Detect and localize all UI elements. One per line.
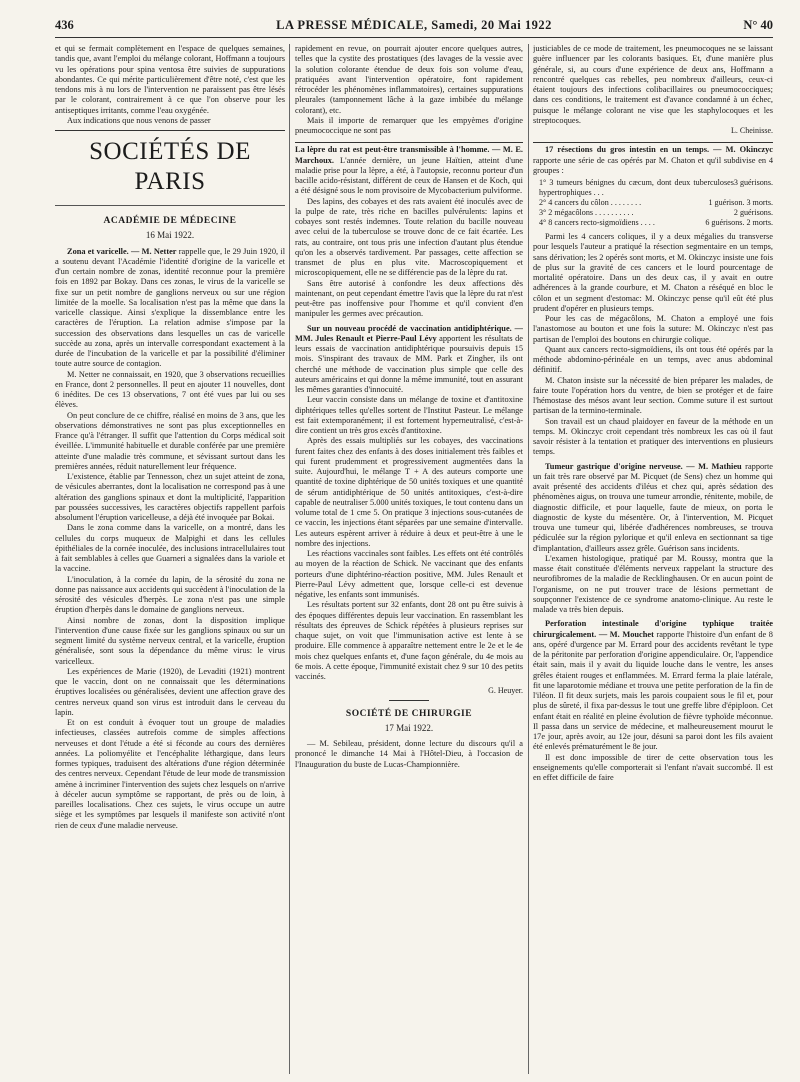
author-signature: G. Heuyer. bbox=[488, 686, 523, 696]
column-3 bbox=[533, 44, 773, 1074]
paragraph: Parmi les 4 cancers coliques, il y a deux mégalies du transverse pour lesquels l'auteur a pratiqué la résection segmentaire en un temps, sans dérivation; les 2 opérés sont morts, et M. Okinczyc insiste une fois de plus sur la gravité de ces cancers et le lourd pourcentage de mortalité opératoire. Dans un des deux cas, il y avait en outre adhérences à la grande courbure, et M. Chaton a réséqué en bloc le côlon et un segment d'estomac: M. Okinczyc pense qu'il eût été plus prudent d'opérer en plusieurs temps. bbox=[533, 232, 773, 313]
paragraph: Son travail est un chaud plaidoyer en faveur de la méthode en un temps. M. Okinczyc croit cependant très nombreux les cas où il faut savoir résister à la tentation et pratiquer des interventions en plusieurs temps. bbox=[533, 416, 773, 457]
paragraph: Mais il importe de remarquer que les empyèmes d'origine pneumococcique ne sont pas bbox=[295, 115, 523, 135]
journal-title: LA PRESSE MÉDICALE, Samedi, 20 Mai 1922 bbox=[276, 18, 552, 32]
paragraph: Quant aux cancers recto-sigmoïdiens, ils ont tous été opérés par la méthode abdomino-périnéale en un temps, avec anus abdominal définitif. bbox=[533, 344, 773, 375]
case-groups-list bbox=[533, 178, 773, 228]
paragraph: — M. Sebileau, président, donne lecture du discours qu'il a prononcé le dimanche 14 Mai à l'Hôtel-Dieu, à l'occasion de l'Inauguration du buste de Lucas-Championnière. bbox=[295, 739, 523, 769]
paragraph: Les expériences de Marie (1920), de Levaditi (1921) montrent que le vaccin, dont on ne connaissait que les déterminations éruptives localisées ou généralisées, devient une affection grave des centres nerveux quand son virus est introduit dans le cerveau du lapin. bbox=[55, 666, 285, 717]
section-rule bbox=[533, 142, 773, 143]
paragraph: Et on est conduit à évoquer tout un groupe de maladies infectieuses, classées autrefois comme de simples affections nerveuses et dont l'étude a été si féconde au cours des dernières années. La poliomyélite et l'encéphalite léthargique, dans leurs formes typiques, traduisent des altérations d'une région déterminée des centres nerveux. Cependant l'étude de leur mode de transmission amène à incriminer l'intervention des sujets chez lesquels on n'arrive à déceler aucun symptôme se rapportant, de près ou de loin, à pareilles localisations. Chez ces sujets, le virus occupe un autre siège et les symptômes par lesquels il manifeste son activité n'ont rien de ceux d'une maladie nerveuse. bbox=[55, 718, 285, 830]
session-date: 17 Mai 1922. bbox=[384, 722, 434, 733]
paragraph: M. Chaton insiste sur la nécessité de bien préparer les malades, de faire toute l'opération hors du ventre, de bien se protéger et de faire l'hémostase des mésos avant leur section. Comme suture il est surtout partisan de la termino-terminale. bbox=[533, 375, 773, 416]
column-divider bbox=[528, 44, 529, 1074]
article-title: La lèpre du rat est peut-être transmissible à l'homme. — M. E. Marchoux. bbox=[295, 145, 523, 165]
separator bbox=[389, 700, 429, 701]
paragraph: Sans être autorisé à confondre les deux affections dès maintenant, on peut cependant émettre l'avis que la lèpre du rat n'est peut-être pas inoffensive pour l'homme et qu'il convient d'en manipuler les germes avec précaution. bbox=[295, 278, 523, 319]
list-item: 3° 2 mégacôlons . . . . . . . . . . 2 guérisons. bbox=[539, 208, 773, 217]
section-title: SOCIÉTÉS DE PARIS bbox=[89, 138, 251, 195]
paragraph: justiciables de ce mode de traitement, les pneumocoques ne se laissant guère influencer par les colorants basiques. Et, d'une manière plus générale, si, au cours d'une expérience de deux ans, Hoffmann a rencontré quelques cas rebelles, peu nombreux d'ailleurs, ceux-ci étaient toujours des infections colibacillaires ou pneumococciques; dans ces conditions, le traitement est d'avance condamné à un échec, puisque le mélange colorant ne vise que les staphylocoques et les streptocoques. bbox=[533, 44, 773, 125]
paragraph: Dans le zona comme dans la varicelle, on a montré, dans les cellules du corps muqueux de Malpighi et dans les cellules épithéliales de la cornée inoculée, des inclusions intracellulaires tout à fait semblables à celles que Guarneri a signalées dans la variole et la vaccine. bbox=[55, 523, 285, 574]
paragraph: Après des essais multipliés sur les cobayes, des vaccinations furent faites chez des enfants à des doses initialement très faibles et qui furent prudemment et progressivement augmentées dans la suite. Aujourd'hui, le mélange T + A des auteurs comporte une quantité de toxine diphtérique de 50 unités toxiques et une quantité de sérum antidiphtérique de 50 unités antitoxiques, c'est-à-dire capable de neutraliser 5.000 unités toxiques, le tout contenu dans un volume total de 1 cme 5. On pratique 3 injections sous-cutanées de ce vaccin, les injections étant séparées par une semaine d'intervalle. Les auteurs espèrent arriver à réduire à deux et peut-être à une le nombre des injections. bbox=[295, 436, 523, 548]
paragraph: M. Netter ne connaissait, en 1920, que 3 observations recueillies en France, dont 2 personnelles. Il peut en ajouter 11 nouvelles, dont 6 inédites. De ces 13 observations, 7 ont été vues par lui ou ses élèves. bbox=[55, 369, 285, 410]
paragraph: Ainsi nombre de zonas, dont la disposition implique l'intervention d'une cause fixée sur les ganglions spinaux ou sur un segment limité du système nerveux central, et la varicelle, éruption généralisée, sont sous la dépendance du même virus: le virus varicelleux. bbox=[55, 615, 285, 666]
paragraph: apportent les résultats de leurs essais de vaccination antidiphtérique poursuivis depuis 15 mois. S'inspirant des travaux de MM. Park et Zingher, ils ont cherché une méthode de vaccination plus simple que celle des auteurs américains et qui donne la même immunité, tout en assurant les mêmes garanties d'innocuité. bbox=[295, 333, 523, 394]
paragraph: rappelle que, le 29 Juin 1920, il a soutenu devant l'Académie l'identité d'origine de la varicelle et d'un certain nombre de zonas, identité reconnue pour la première fois en 1892 par Bokay. Dans ces zonas, le virus de la varicelle se fixe sur un petit nombre de ganglions nerveux ou sur une région limitée de la moelle. Sa localisation n'est pas la même que dans la varicelle classique. Ainsi s'explique la dissemblance entre les caractères de l'éruption. La relation admise s'impose par la succession des observations dans lesquelles un cas de varicelle succède au zona, après un intervalle correspondant exactement à la durée de l'incubation de la varicelle et par la possibilité d'éliminer toute autre source de contagion. bbox=[55, 246, 285, 369]
paragraph: L'existence, établie par Tennesson, chez un sujet atteint de zona, de vésicules aberrantes, dont la localisation ne correspond pas à une altération des ganglions spinaux et dont la multiplicité, l'apparition par poussées successives, les caractères objectifs rappellent parfois absolument l'éruption varicelleuse, a déjà été invoquée par Bokai. bbox=[55, 472, 285, 522]
paragraph: rapporte l'histoire d'un enfant de 8 ans, opéré d'urgence par M. Errard pour des accidents revêtant le type de la péritonite par perforation d'origine appendiculaire. Or, l'appendice était sain, mais il y avait du liquide louche dans le ventre, les anses grêles étaient rouges et enflammées. M. Errard ferma la plaie latérale, fit une laparotomie médiane et trouva une petite perforation de la fin de l'iléon. Il fit deux surjets, mais les parois coupaient sous le fil et, pour plus de sûreté, il fixa par-dessus le tout une greffe libre d'épiploon. Cet enfant était en réalité en pleine évolution de fièvre typhoïde méconnue. Il passa dans un service de médecine, et malheureusement mourut le 17e jour, après avoir, au 12e jour, désuni sa paroi dont les fils avaient été enlevés prématurément le 8e jour. bbox=[533, 629, 773, 752]
page-number: 436 bbox=[55, 18, 74, 32]
paragraph: rapporte une série de cas opérés par M. Chaton et qu'il subdivise en 4 groupes : bbox=[533, 155, 773, 175]
page-header bbox=[55, 18, 773, 36]
article-title: Tumeur gastrique d'origine nerveuse. — M. Mathieu bbox=[545, 461, 742, 471]
column-2 bbox=[295, 44, 523, 1074]
paragraph: L'inoculation, à la cornée du lapin, de la sérosité du zona ne donne pas naissance aux accidents qui succèdent à l'inoculation de la sérosité des vésicules d'herpès. Le zona n'est pas une simple éruption d'herpès dans le domaine de ganglions nerveux. bbox=[55, 574, 285, 615]
paragraph: Il est donc impossible de tirer de cette observation tous les enseignements qu'elle comporterait si l'enfant n'avait succombé. Il est en effet difficile de faire bbox=[533, 752, 773, 782]
session-date: 16 Mai 1922. bbox=[145, 230, 195, 241]
paragraph: rapidement en revue, on pourrait ajouter encore quelques autres, telles que la cystite des prostatiques (des lavages de la vessie avec la solution colorante étendue de deux fois son volume d'eau, pratiquées avant l'intervention opératoire, font rapidement rétrocéder les phénomènes inflammatoires), certaines suppurations pleurales (tamponnement lâche à la gaze imbibée du mélange colorant), etc. bbox=[295, 44, 523, 115]
issue-number: N° 40 bbox=[743, 18, 773, 32]
article-title: Sur un nouveau procédé de vaccination antidiphtérique. — MM. Jules Renault et Pierre-Paul Lévy bbox=[295, 323, 523, 343]
paragraph: L'année dernière, un jeune Haïtien, atteint d'une maladie prise pour la lèpre, a été, à l'autopsie, reconnu porteur d'un bacille acido-résistant, différent de ceux de Hansen et de Koch, qui a été désigné sous le nom provisoire de Mycobacterium pulviforme. bbox=[295, 155, 523, 196]
author-signature: L. Cheinisse. bbox=[731, 126, 773, 135]
paragraph: et qui se fermait complètement en l'espace de quelques semaines, tandis que, avant l'emploi du mélange colorant, Hoffmann a toujours vu les opérations pour spina ventosa être suivies de suppurations abondantes. Ce qui mérite particulièrement d'être noté, c'est que les tendons mis à nu lors de l'intervention ne paraissent pas être lésés par le colorant, contrairement à ce que l'on observe pour les antiseptiques irritants, comme l'eau oxygénée. bbox=[55, 44, 285, 115]
paragraph: L'examen histologique, pratiqué par M. Roussy, montra que la masse était constituée d'éléments nerveux rappelant la structure des neurofibromes de la maladie de Recklinghausen. Or en aucun point de l'organisme, on ne put trouver trace de lésions permettant de soupçonner l'existence de ce syndrome anatomo-clinique. Au reste le malade va très bien depuis. bbox=[533, 553, 773, 614]
header-rule bbox=[55, 37, 773, 38]
paragraph: Les résultats portent sur 32 enfants, dont 28 ont pu être suivis à des époques différentes depuis leur vaccination. En rassemblant les résultats des épreuves de Schick répétées à plusieurs reprises sur chaque sujet, on voit que l'immunisation active est lente à se produire. Elle commence à apparaître nettement entre le 2e et le 4e mois chez quelques enfants et, d'une façon générale, du 4e mois au 6e mois. A cette époque, l'immunité existait chez 9 sur 10 des petits vaccinés. bbox=[295, 600, 523, 681]
list-item: 4° 8 cancers recto-sigmoïdiens . . . . 6 guérisons. 2 morts. bbox=[539, 218, 773, 227]
paragraph: On peut conclure de ce chiffre, réalisé en moins de 3 ans, que les observations démonstratives ne sont pas plus exceptionnelles en France qu'à l'étranger. Il suffit que l'attention du Corps médical soit éveillée. L'immunité habituelle et durable conférée par une première atteinte d'une maladie très commune, et sévissant surtout dans les premières années, réduit naturellement leur fréquence. bbox=[55, 410, 285, 471]
list-item: 1° 3 tumeurs bénignes du cæcum, dont deux tuberculoses hypertrophiques . . . 3 guérisons. bbox=[539, 178, 773, 197]
article-title: Zona et varicelle. — M. Netter bbox=[67, 246, 177, 256]
column-divider bbox=[289, 44, 290, 1074]
paragraph: Des lapins, des cobayes et des rats avaient été inoculés avec de la pulpe de rate, très riche en bacilles pulvérulents: lapins et cobayes sont restés indemnes. Toute relation du bacille nouveau avec celui de la tuberculose se trouve donc de ce fait écartée. Les rats, au contraire, ont tous pris une infection d'autant plus étendue qu'on les a observés tardivement. Par passages, cette affection se transmet de plus en plus vite. Macroscopiquement et microscopiquement, elle ne se différencie pas de la lèpre du rat. bbox=[295, 196, 523, 278]
section-rule bbox=[55, 205, 285, 206]
paragraph: Leur vaccin consiste dans un mélange de toxine et d'antitoxine diphtériques telles qu'elles sortent de l'Institut Pasteur. Le mélange est fait extemporanément; il est fortement hyperneutralisé, c'est-à-dire contient un très gros excès d'antitoxine. bbox=[295, 395, 523, 435]
section-rule bbox=[295, 142, 523, 143]
article-title: Perforation intestinale d'origine typhique traitée chirurgicalement. — M. Mouchet bbox=[533, 619, 773, 639]
paragraph: Pour les cas de mégacôlons, M. Chaton a employé une fois l'anastomose au bouton et une fois la suture: M. Okinczyc n'est pas partisan de l'emploi des boutons en chirurgie colique. bbox=[533, 314, 773, 344]
society-name: ACADÉMIE DE MÉDECINE bbox=[103, 216, 237, 226]
column-1 bbox=[55, 44, 285, 1074]
society-name: SOCIÉTÉ DE CHIRURGIE bbox=[345, 708, 473, 719]
paragraph: Aux indications que nous venons de passer bbox=[67, 115, 211, 125]
paragraph: Les réactions vaccinales sont faibles. Les effets ont été contrôlés au moyen de la réaction de Schick. Ne vaccinant que des enfants porteurs d'une diphtérino-réaction positive, MM. Jules Renault et Pierre-Paul Lévy admettent que, lorsque celle-ci est devenue négative, les enfants sont immunisés. bbox=[295, 549, 523, 599]
article-title: 17 résections du gros intestin en un temps. — M. Okinczyc bbox=[545, 145, 773, 155]
section-rule bbox=[55, 130, 285, 131]
paragraph: rapporte un fait très rare observé par M. Picquet (de Sens) chez un homme qui avait présenté des accidents d'iléus et chez qui, après sédation des phénomènes aigus, on trouva une tumeur arrondie, rénitente, mobile, de diagnostic difficile, et pour laquelle, faute de mieux, on porta le diagnostic de kyste du mésentère. Or, à l'intervention, M. Picquet trouva une tumeur qui, libérée d'adhérences nombreuses, se trouva pédiculée sur la région pylorique et qu'il enleva en sectionnant sa tige d'implantation, d'ailleurs assez grêle. Guérison sans incidents. bbox=[533, 461, 773, 553]
list-item: 2° 4 cancers du côlon . . . . . . . . 1 guérison. 3 morts. bbox=[539, 198, 773, 207]
